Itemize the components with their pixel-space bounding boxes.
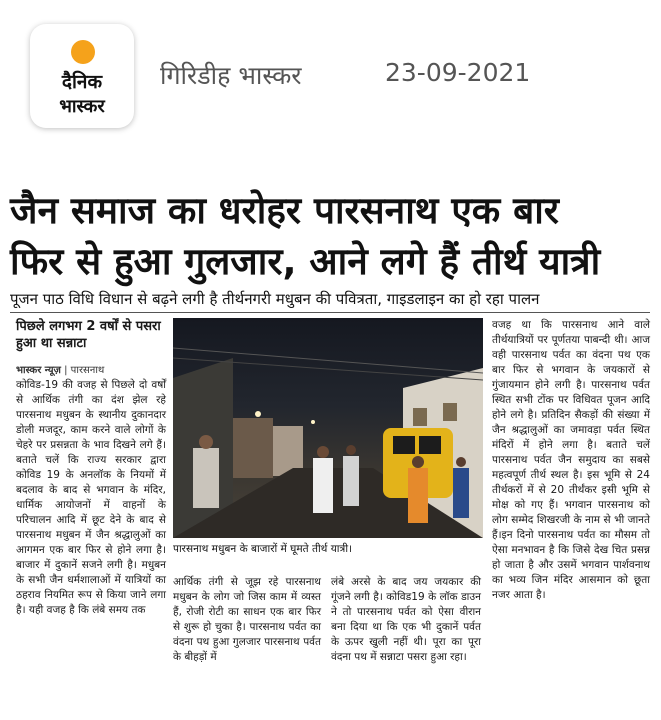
headline-line-2: फिर से हुआ गुलजार, आने लगे हैं तीर्थ यात्री — [10, 240, 601, 283]
logo-text-line1: दैनिक — [61, 71, 103, 93]
byline: भास्कर न्यूज़ | पारसनाथ — [16, 365, 105, 376]
headline-line-1: जैन समाज का धरोहर पारसनाथ एक बार — [10, 189, 559, 232]
news-photo — [173, 318, 483, 538]
article-column-2: आर्थिक तंगी से जूझ रहे पारसनाथ मधुबन के लोग जो जिस काम में व्यस्त हैं, रोजी रोटी का साधन एक बार फिर से शुरू हो चुका है। पारसनाथ पर्वत का वंदना पथ हुआ गुलजार पारसनाथ पर्वत के बीहड़ों में — [173, 576, 321, 663]
dainik-bhaskar-logo — [30, 24, 134, 128]
byline-source: भास्कर न्यूज़ — [16, 365, 61, 376]
subheadline: पूजन पाठ विधि विधान से बढ़ने लगी है तीर्थनगरी मधुबन की पवित्रता, गाइडलाइन का हो रहा पालन — [10, 290, 540, 308]
publication-name: गिरिडीह भास्कर — [160, 61, 302, 90]
article-column-1: कोविड-19 की वजह से पिछले दो वर्षों से आर्थिक तंगी का दंश झेल रहे पारसनाथ मधुबन के स्थानीय दुकानदार डोली मजदूर, काम करने वाले लोगों के चेहरे पर प्रसन्नता के भाव दिखने लगे हैं। बताते चलें कि राज्य सरकार द्वारा कोविड 19 के अनलॉक के नियमों में बदलाव के बाद से भगवान के मंदिर, धार्मिक आयोजनों में वाहनों के परिचालन आदि में छूट देने के बाद से पारसनाथ मधुबन में जैन श्रद्धालुओं का आगमन एक बार फिर से होने लगा है। बाजार में दुकानें सजने लगी है। मधुबन के सभी जैन धर्मशालाओं में यात्रियों का ठहराव नियमित रूप से किया जाने लगा है। यही वजह है कि लंबे समय तक — [16, 379, 166, 616]
logo-text-line2: भास्कर — [59, 96, 105, 117]
publication-date: 23-09-2021 — [385, 58, 531, 87]
headline — [10, 185, 655, 287]
photo-caption: पारसनाथ मधुबन के बाजारों में घूमते तीर्थ यात्री। — [173, 543, 353, 555]
divider — [10, 312, 650, 313]
article-column-4: वजह था कि पारसनाथ आने वाले तीर्थयात्रियों पर पूर्णतया पाबन्दी थी। आज वही पारसनाथ पर्वत का वंदना पथ एक बार फिर से भगवान के जयकारों से गुंजायमान होने लगी है। पारसनाथ पर्वत स्थित सभी टोंक पर विधिवत पूजन आदि होने लगे है। प्रतिदिन सैकड़ों की संख्या में जैन श्रद्धालुओं का जमावड़ा पर्वत स्थित मंदिरों में होने लगा है। बताते चलें पारसनाथ पर्वत जैन समुदाय का सबसे महत्वपूर्ण तीर्थ स्थल है। इस भूमि से 24 तीर्थकरों में से 20 तीर्थंकर इसी भूमि से मोक्ष को गए हैं। भगवान पारसनाथ को लोग सम्मेद शिखरजी के नाम से भी जानते हैं।इन दिनो पारसनाथ पर्वत का मौसम तो ऐसा मनभावन है कि जिसे देख चित प्रसन्न हो जाता है और उसमें भगवान पार्शवनाथ का भव्य जिन मंदिर आसमान को छूता नजर आता है। — [492, 319, 650, 601]
article-column-3: लंबे अरसे के बाद जय जयकार की गूंजने लगी है। कोविड19 के लॉक डाउन ने तो पारसनाथ पर्वत को ऐसा वीरान बना दिया था कि एक भी दुकानें पर्वत के ऊपर खुली नहीं थी। पूरा का पूरा वंदना पथ में सन्नाटा पसरा हुआ रहा। — [331, 576, 481, 663]
sun-icon — [71, 40, 95, 64]
kicker-heading: पिछले लगभग 2 वर्षों से पसरा हुआ था सन्नाटा — [16, 319, 161, 351]
byline-place: पारसनाथ — [70, 365, 105, 376]
